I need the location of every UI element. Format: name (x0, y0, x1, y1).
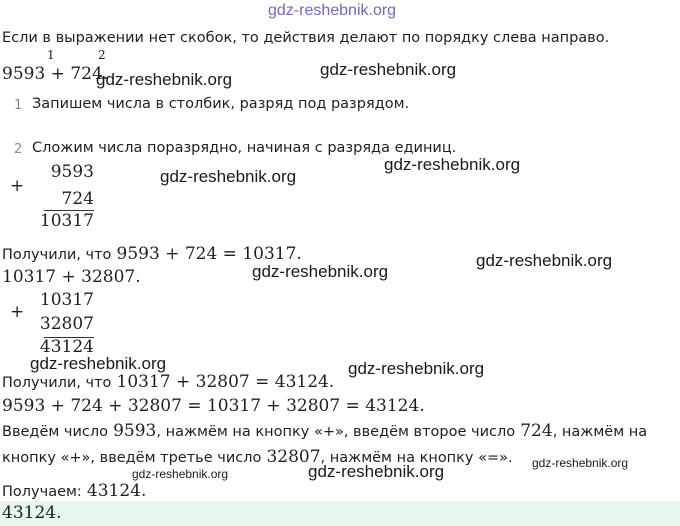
calc-number: 32807 (266, 447, 321, 467)
expression: 10317 + 32807. (2, 267, 141, 287)
action-order-1: 1 (47, 48, 55, 62)
column-operand: 724 (61, 189, 94, 209)
result-expression: 10317 + 32807 = 43124. (116, 372, 335, 392)
result-line (2, 244, 302, 264)
calc-text: кнопку «+», введём третье число (2, 450, 262, 466)
watermark: gdz-reshebnik.org (532, 456, 629, 470)
obtain-label: Получаем: (2, 484, 82, 500)
action-order-2: 2 (98, 48, 106, 62)
chain-expression: 9593 + 724 + 32807 = 10317 + 32807 = 43124. (2, 396, 425, 416)
watermark: gdz-reshebnik.org (30, 354, 167, 373)
watermark: gdz-reshebnik.org (384, 155, 521, 174)
watermark: gdz-reshebnik.org (348, 359, 485, 378)
column-result: 43124 (39, 337, 94, 357)
step-number: 1 (14, 98, 23, 113)
calc-number: 9593 (113, 421, 157, 441)
result-prefix: Получили, что (2, 247, 112, 263)
step-number: 2 (14, 142, 23, 157)
watermark: gdz-reshebnik.org (252, 262, 389, 281)
watermark: gdz-reshebnik.org (320, 60, 457, 79)
calc-text: , нажмём на кнопку «=». (320, 450, 513, 466)
watermark: gdz-reshebnik.org (268, 2, 397, 19)
obtain-line (2, 481, 146, 501)
column-result: 10317 (39, 211, 94, 231)
calc-number: 724 (520, 421, 553, 441)
result-line (2, 372, 334, 392)
calc-text: , нажмём на кнопку «+», введём второе число (156, 424, 516, 440)
column-operand: 10317 (39, 290, 94, 310)
plus-sign: + (10, 176, 25, 196)
step-text: Запишем числа в столбик, разряд под разрядом. (32, 96, 410, 112)
result-prefix: Получили, что (2, 375, 112, 391)
column-operand: 32807 (39, 314, 94, 334)
watermark: gdz-reshebnik.org (96, 70, 233, 89)
answer: 43124. (2, 503, 62, 523)
watermark: gdz-reshebnik.org (160, 167, 297, 186)
obtain-value: 43124. (86, 481, 147, 501)
result-expression: 9593 + 724 = 10317. (116, 244, 302, 264)
expression: 9593 + 724. (2, 64, 109, 84)
watermark: gdz-reshebnik.org (132, 467, 229, 481)
intro-text: Если в выражении нет скобок, то действия делают по порядку слева направо. (2, 30, 610, 46)
calculator-line-1 (2, 421, 647, 441)
calc-text: Введём число (2, 424, 109, 440)
watermark: gdz-reshebnik.org (476, 251, 613, 270)
plus-sign: + (10, 302, 25, 322)
calc-text: , нажмём на (552, 424, 648, 440)
column-operand: 9593 (50, 162, 94, 182)
watermark: gdz-reshebnik.org (308, 462, 445, 481)
step-text: Сложим числа поразрядно, начиная с разряда единиц. (32, 140, 457, 156)
answer-band (0, 501, 680, 526)
